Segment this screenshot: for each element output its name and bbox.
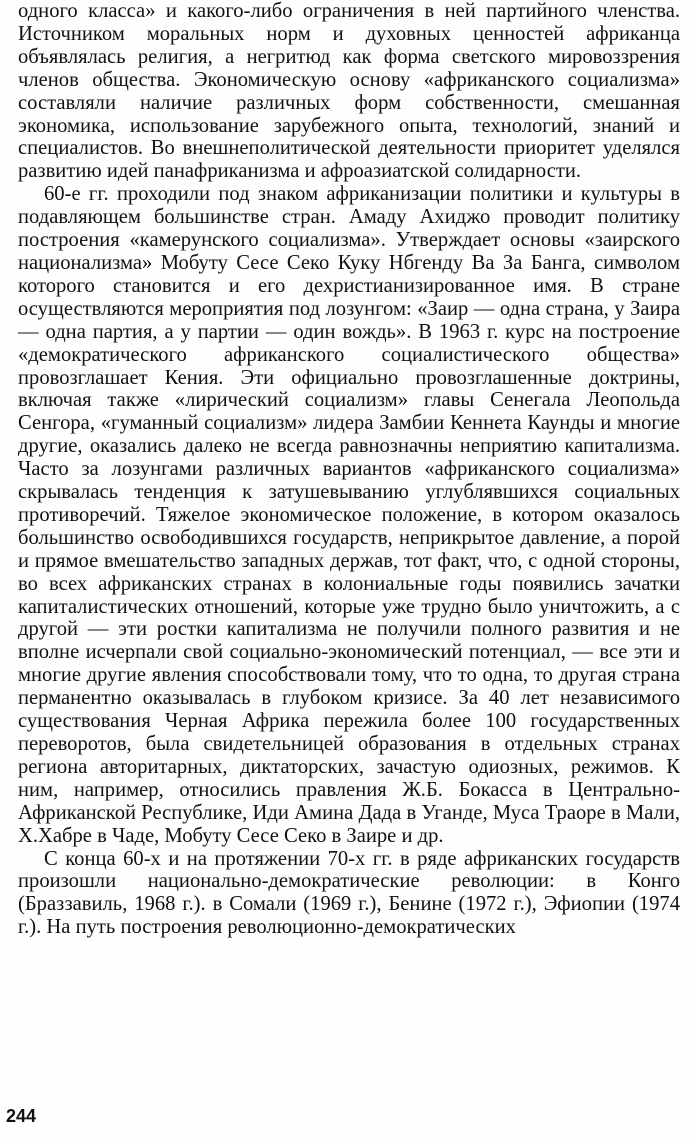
paragraph-revolutions: С конца 60-х и на протяжении 70-х гг. в ряде африканских государств произошли национально-демократические революции: в Конго (Браззавиль, 1968 г.). в Сомали (1969 г.), Бенине (1972 г.), Эфиопии (1974 г.). На путь построения революционно-демократических xyxy=(18,847,680,939)
page-number: 244 xyxy=(6,1106,37,1126)
paragraph-africanization: 60-е гг. проходили под знаком африканизации политики и культуры в подавляющем большинстве стран. Амаду Ахиджо проводит политику построения «камерунского социализма». Утверждает основы «заирского национализма» Мобуту Сесе Секо Куку Нбгенду Ва За Банга, символом которого становится и его дехристианизированное имя. В стране осуществляются мероприятия под лозунгом: «Заир — одна страна, у Заира — одна партия, а у партии — один вождь». В 1963 г. курс на построение «демократического африканского социалистического общества» провозглашает Кения. Эти официально провозглашенные доктрины, включая также «лирический социализм» главы Сенегала Леопольда Сенгора, «гуманный социализм» лидера Замбии Кеннета Каунды и многие другие, оказались далеко не всегда равнозначны неприятию капитализма. Часто за лозунгами различных вариантов «африканского социализма» скрывалась тенденция к затушевыванию углублявшихся социальных противоречий. Тяжелое экономическое положение, в котором оказалось большинство освободившихся государств, неприкрытое давление, а порой и прямое вмешательство западных держав, тот факт, что, с одной стороны, во всех африканских странах в колониальные годы появились зачатки капиталистических отношений, которые уже трудно было уничтожить, а с другой — эти ростки капитализма не получили полного развития и не вполне исчерпали свой социально-экономический потенциал, — все эти и многие другие явления способствовали тому, что то одна, то другая страна перманентно оказывалась в глубоком кризисе. За 40 лет независимого существования Черная Африка пережила более 100 государственных переворотов, была свидетельницей образования в отдельных странах региона авторитарных, диктаторских, зачастую одиозных, режимов. К ним, например, относились правления Ж.Б. Бокасса в Центрально-Африканской Республике, Иди Амина Дада в Уганде, Муса Траоре в Мали, Х.Хабре в Чаде, Мобуту Сесе Секо в Заире и др. xyxy=(18,183,680,847)
body-text xyxy=(18,0,680,939)
paragraph-continued: одного класса» и какого-либо ограничения в ней партийного членства. Источником моральных норм и духовных ценностей африканца объявлялась религия, а негритюд как форма светского мировоззрения членов общества. Экономическую основу «африканского социализма» составляли наличие различных форм собственности, смешанная экономика, использование зарубежного опыта, технологий, знаний и специалистов. Во внешнеполитической деятельности приоритет уделялся развитию идей панафриканизма и афроазиатской солидарности. xyxy=(18,0,680,183)
